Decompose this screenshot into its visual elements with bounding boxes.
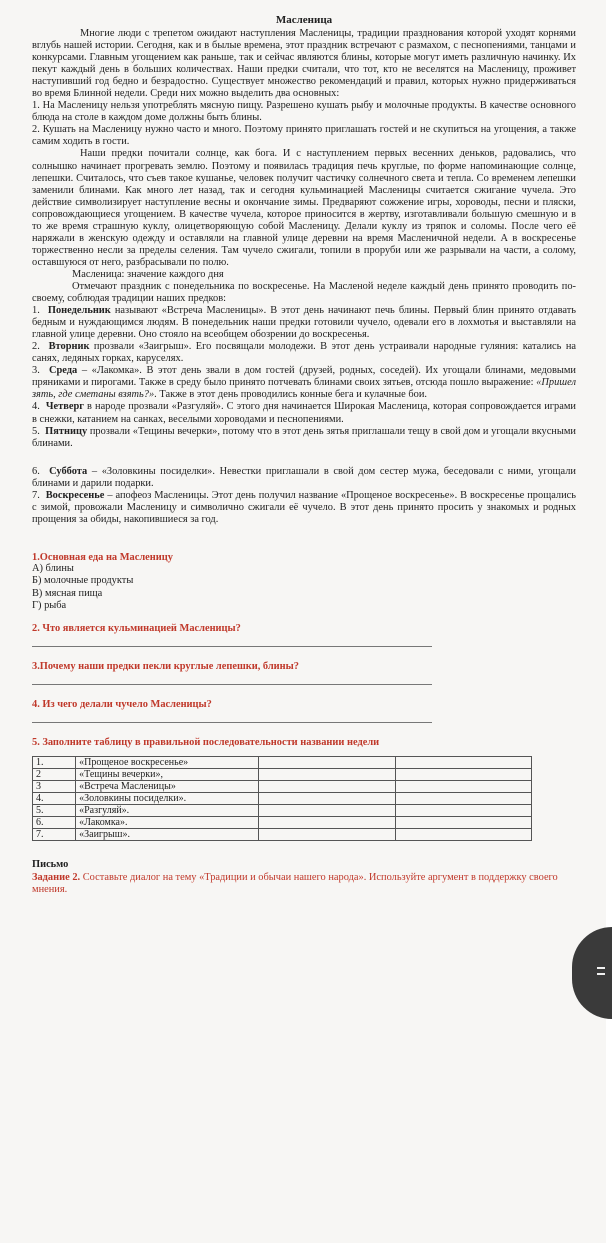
table-row: 6. «Лакомка».: [33, 816, 532, 828]
grip-icon: [597, 967, 605, 969]
saying: «Пришел зять, где сметаны взять?»: [32, 377, 576, 401]
answer-cell[interactable]: [259, 804, 395, 816]
answer-cell[interactable]: [395, 768, 531, 780]
day-2: 2. Вторник прозвали «Заигрыш». Его посвящали молодежи. В этот день устраивали народные гуляния: катались на санях, ледяных горках, каруселях.: [32, 341, 576, 365]
history-paragraph: Наши предки почитали солнце, как бога. И с наступлением первых весенних деньков, радовались, что солнышко начинает прогревать землю. Поэтому и появилась традиция печь круглые, по форме напоминающие солнце, лепешки. Считалось, что съев такое кушанье, человек получит частичку солнечного света и тепла. Со временем лепешки заменили блинами. Как много лет назад, так и сегодня кульминацией Масленицы считается сжигание чучела. Это действие символизирует наступление весны и окончание зимы. Предваряют сожжение игры, хороводы, песни и пляски, сопровождающиеся угощением. В качестве чучела, которое приносится в жертву, изготавливали большую смешную и в то же время страшную куклу, олицетворяющую собой Масленицу. Делали куклу из тряпок и соломы. После чего её наряжали в женскую одежду и оставляли на главной улице деревни на время Масленичной недели. А в воскресенье торжественно несли за пределы селения. Там чучело сжигали, топили в проруби или же разрывали на части, а солому, оставшуюся от него, разбрасывали по полю.: [32, 148, 576, 268]
question-1-option-d: Г) рыба: [32, 600, 67, 612]
question-4: 4. Из чего делали чучело Масленицы?: [32, 698, 212, 710]
answer-cell[interactable]: [259, 780, 395, 792]
table-row: 3 «Встреча Масленицы»: [33, 780, 532, 792]
table-row: 2 «Тещины вечерки»,: [33, 768, 532, 780]
day-name: Среда: [49, 365, 78, 377]
task-label: Задание 2.: [32, 871, 81, 883]
answer-cell[interactable]: [259, 792, 395, 804]
answer-line-2[interactable]: [32, 646, 432, 647]
day-7: 7. Воскресенье – апофеоз Масленицы. Этот день получил название «Прощеное воскресенье». В воскресенье прощались с зимой, провожали Масленицу и символично сжигали её чучело. В этот день принято просить у знакомых и родных прощения за обиды, накопившиеся за год.: [32, 489, 576, 525]
question-1-option-a: А) блины: [32, 562, 74, 574]
answer-cell[interactable]: [395, 804, 531, 816]
spacer: [32, 450, 576, 466]
answer-cell[interactable]: [395, 816, 531, 828]
day-name: Вторник: [48, 341, 90, 353]
letter-title: Письмо: [32, 858, 69, 870]
day-name: Четверг: [45, 401, 84, 413]
day-1: 1. Понедельник называют «Встреча Масленицы». В этот день начинают печь блины. Первый блин принято отдавать бедным и нуждающимся людям. В понедельник наши предки готовили чучело, одевали его в лохмотья и выставляли на главной улице деревни. Оно стояло на всеобщем обозрении до воскресенья.: [32, 305, 576, 341]
table-row: 7. «Заигрыш».: [33, 828, 532, 840]
question-5: 5. Заполните таблицу в правильной последовательности названии недели: [32, 736, 380, 748]
table-row: 1. «Прощеное воскресенье»: [33, 756, 532, 768]
rule-2: 2. Кушать на Масленицу нужно часто и много. Поэтому принято приглашать гостей и не скупиться на угощения, а также самим ходить в гости.: [32, 124, 576, 148]
task-text: Составьте диалог на тему «Традиции и обычаи нашего народа». Используйте аргумент в поддержку своего мнения.: [32, 871, 558, 895]
answer-line-4[interactable]: [32, 722, 432, 723]
answer-line-3[interactable]: [32, 684, 432, 685]
intro-paragraph: Многие люди с трепетом ожидают наступления Масленицы, традиции празднования которой уходят корнями вглубь нашей истории. Сегодня, как и в былые времена, этот праздник встречают с размахом, с песнопениями, танцами и конкурсами. Главным угощением как раньше, так и сейчас являются блины, которые могут иметь различную начинку. Их пекут каждый день в больших количествах. Наши предки считали, что тот, кто не веселятся на Масленицу, проживет наступивший год бедно и безрадостно. Существует множество рекомендаций и правил, которых нужно придерживаться во время Блинной недели. Среди них можно выделить два основных:: [32, 28, 576, 100]
document-title: Масленица: [275, 14, 333, 26]
answer-cell[interactable]: [395, 780, 531, 792]
answer-cell[interactable]: [259, 828, 395, 840]
question-3: 3.Почему наши предки пекли круглые лепешки, блины?: [32, 660, 299, 672]
question-1-option-b: Б) молочные продукты: [32, 575, 134, 587]
day-6: 6. Суббота – «Золовкины посиделки». Невестки приглашали в свой дом сестер мужа, беседовали с ними, угощали блинами и дарили подарки.: [32, 465, 576, 489]
rule-1: 1. На Масленицу нельзя употреблять мясную пищу. Разрешено кушать рыбу и молочные продукты. В качестве основного блюда на столе в каждом доме должны быть блины.: [32, 100, 576, 124]
question-1-option-c: В) мясная пища: [32, 587, 103, 599]
day-name: Понедельник: [47, 305, 111, 317]
grip-icon: [597, 973, 605, 975]
answer-cell[interactable]: [259, 816, 395, 828]
day-5: 5. Пятницу прозвали «Тещины вечерки», потому что в этот день зятья приглашали тещу в свой дом и угощали вкусными блинами.: [32, 425, 576, 449]
answer-cell[interactable]: [395, 792, 531, 804]
day-3: 3. Среда – «Лакомка». В этот день звали в дом гостей (друзей, родных, соседей). Их угощали блинами, медовыми пряниками и пирогами. Также в среду было принято потчевать блинами своих зятьев, отсюда пошло выражение: «Пришел зять, где сметаны взять?». Также в этот день проводились конные бега и кулачные бои.: [32, 365, 576, 401]
day-name: Суббота: [49, 465, 88, 477]
sequence-table: [32, 756, 532, 841]
answer-cell[interactable]: [395, 828, 531, 840]
subheading: Масленица: значение каждого дня: [72, 268, 224, 280]
task-2: [32, 872, 576, 896]
day-name: Воскресенье: [45, 489, 105, 501]
answer-cell[interactable]: [259, 768, 395, 780]
answer-cell[interactable]: [395, 756, 531, 768]
table-row: 4. «Золовкины посиделки».: [33, 792, 532, 804]
spacer: [32, 526, 576, 552]
table-row: 5. «Разгуляй».: [33, 804, 532, 816]
question-2: 2. Что является кульминацией Масленицы?: [32, 622, 241, 634]
day-name: Пятницу: [45, 425, 88, 437]
day-4: 4. Четверг в народе прозвали «Разгуляй». С этого дня начинается Широкая Масленица, которая сопровождается играми в снежки, катанием на санках, веселыми хороводами и песнопениями.: [32, 401, 576, 425]
days-intro: Отмечают праздник с понедельника по воскресенье. На Масленой неделе каждый день принято проводить по-своему, соблюдая традиции наших предков:: [32, 280, 576, 305]
question-1-title: 1.Основная еда на Масленицу: [32, 551, 173, 563]
answer-cell[interactable]: [259, 756, 395, 768]
